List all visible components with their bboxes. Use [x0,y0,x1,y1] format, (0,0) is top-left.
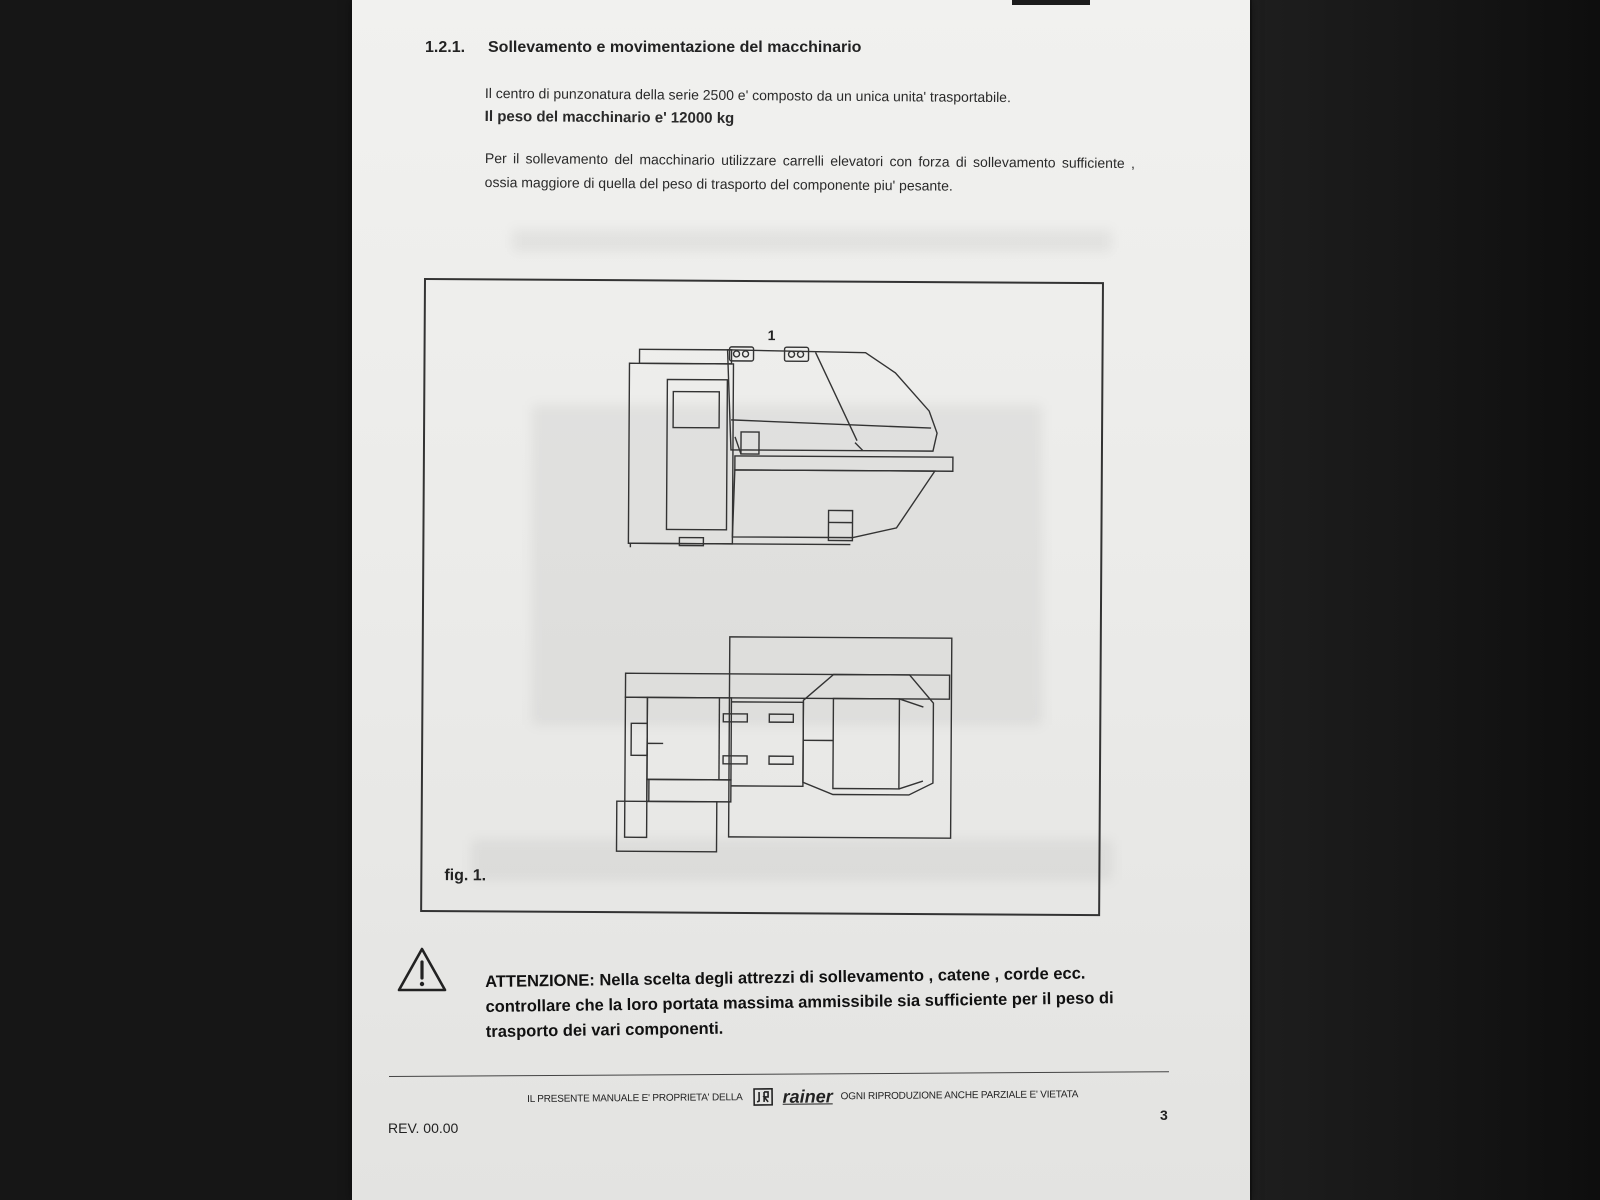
paragraph-weight: Il peso del macchinario e' 12000 kg [484,107,735,127]
revision-label: REV. 00.00 [388,1120,459,1136]
manual-page [352,0,1250,1200]
top-edge-mark [1012,0,1090,5]
section-title: Sollevamento e movimentazione del macchinario [488,39,862,56]
machine-top-view [617,636,952,853]
warning-triangle-icon [396,946,448,994]
footer-notice-right: OGNI RIPRODUZIONE ANCHE PARZIALE E' VIETATA [840,1088,1079,1102]
footer-notice [527,1082,1147,1111]
machine-side-view [628,346,953,549]
paragraph-machine-unit [485,81,1135,134]
footer-divider [389,1071,1169,1077]
figure-label: fig. 1. [444,867,487,885]
figure-frame [420,278,1104,916]
page-number: 3 [1160,1107,1168,1123]
section-number: 1.2.1. [425,39,466,56]
background-dark-surface [1252,0,1600,1200]
rainer-logo-mark-icon [753,1088,773,1106]
brand-name: rainer [782,1085,833,1107]
warning-text: ATTENZIONE: Nella scelta degli attrezzi di sollevamento , catene , corde ecc. controllare che la loro portata massima ammissibile sia sufficiente per il peso di trasporto dei vari componenti. [485,964,1114,1041]
machine-drawing [422,280,1102,914]
section-heading [425,39,861,57]
figure-callout-number: 1 [767,327,776,344]
paragraph-text: Il centro di punzonatura della serie 2500 e' composto da un unica unita' trasportabile. [484,84,1011,106]
footer-notice-left: IL PRESENTE MANUALE E' PROPRIETA' DELLA [527,1091,743,1105]
paragraph-lifting: Per il sollevamento del macchinario utilizzare carrelli elevatori con forza di sollevamento sufficiente , ossia maggiore di quella del peso di trasporto del componente piu' pesante. [484,149,1135,194]
bleed-through [512,230,1112,252]
